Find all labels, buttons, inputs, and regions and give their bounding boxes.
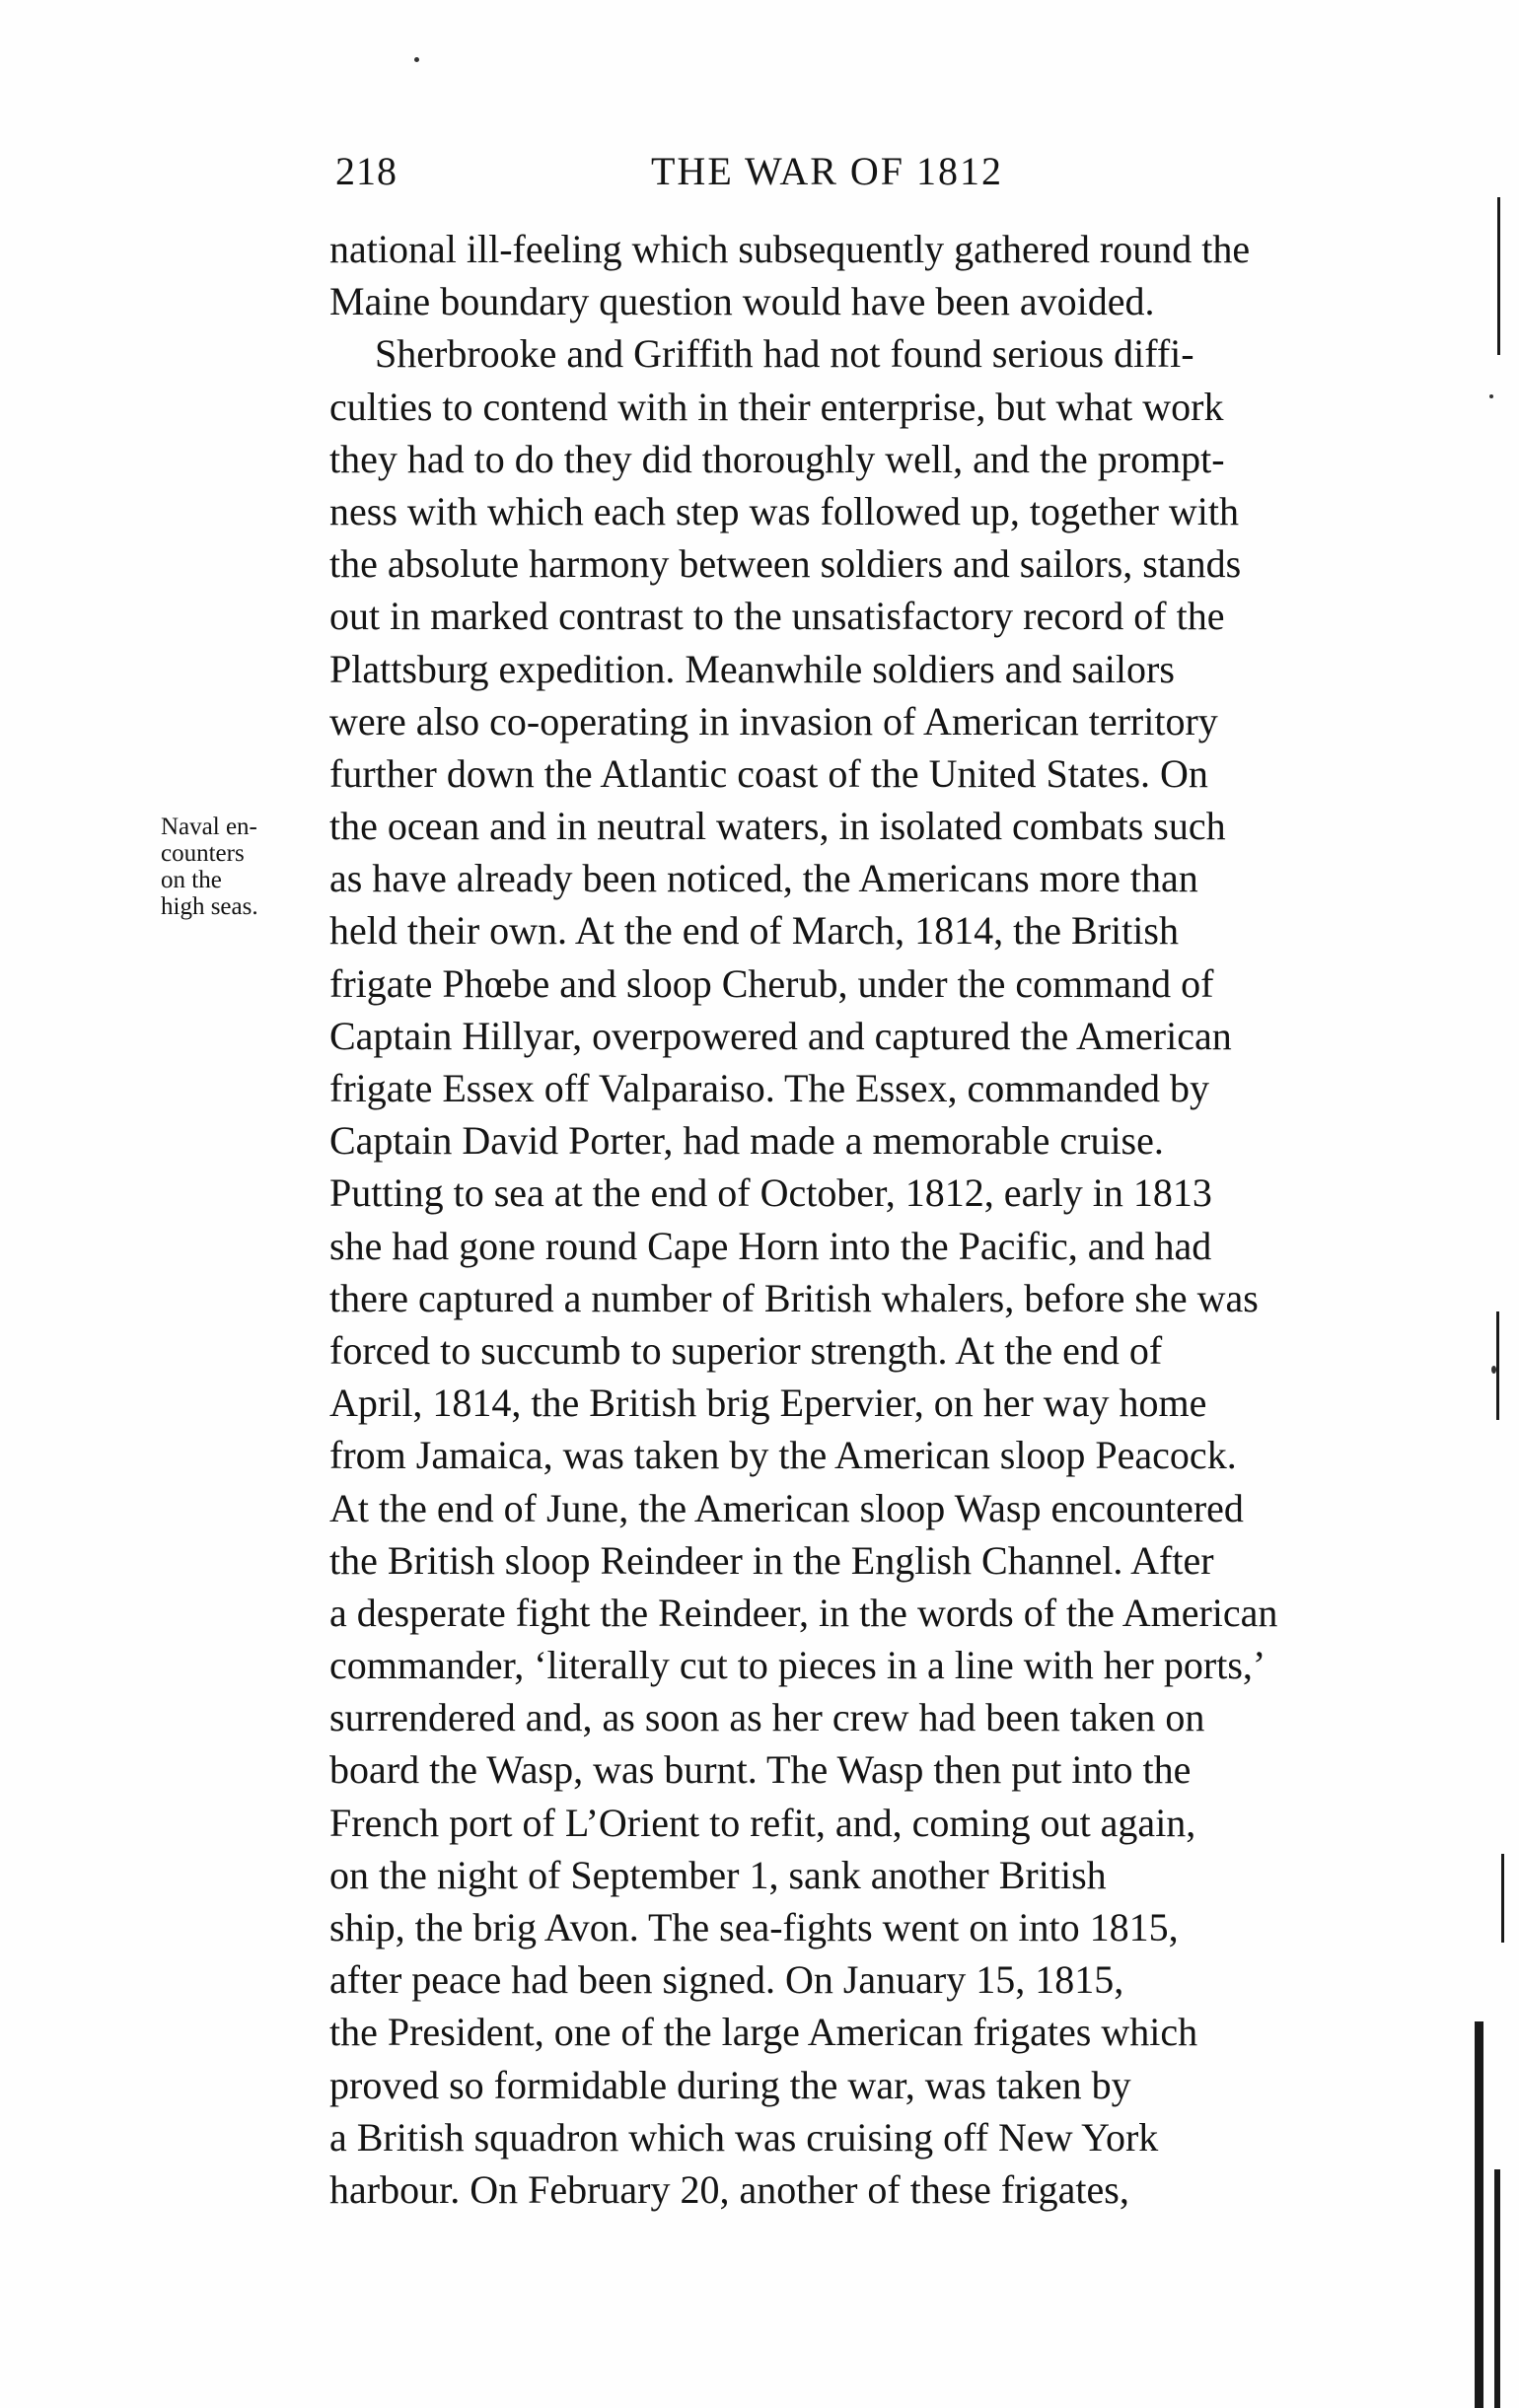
text-line: April, 1814, the British brig Epervier, on her way home (329, 1381, 1207, 1426)
margin-note-line: on the (161, 867, 222, 893)
text-line: culties to contend with in their enterprise, but what work (329, 384, 1224, 429)
text-line: out in marked contrast to the unsatisfactory record of the (329, 594, 1225, 639)
text-line: Captain David Porter, had made a memorable cruise. (329, 1118, 1164, 1164)
scan-edge-mark (1475, 2021, 1483, 2408)
page-header (326, 148, 1430, 207)
text-line: held their own. At the end of March, 1814, the British (329, 908, 1179, 954)
text-line: a British squadron which was cruising off New York (329, 2114, 1159, 2160)
text-line: she had gone round Cape Horn into the Pacific, and had (329, 1223, 1212, 1268)
scan-speck (1489, 394, 1493, 398)
text-line: after peace had been signed. On January 15, 1815, (329, 1957, 1124, 2003)
text-line: the absolute harmony between soldiers and sailors, stands (329, 541, 1242, 587)
text-line: harbour. On February 20, another of these frigates, (329, 2166, 1129, 2212)
text-line: Captain Hillyar, overpowered and captured the American (329, 1013, 1232, 1058)
text-line: board the Wasp, was burnt. The Wasp then put into the (329, 1747, 1192, 1793)
text-line: commander, ‘literally cut to pieces in a line with her ports,’ (329, 1643, 1266, 1688)
text-line: on the night of September 1, sank another British (329, 1852, 1107, 1897)
margin-note-line: high seas. (161, 893, 258, 920)
margin-note-line: counters (161, 840, 245, 867)
text-line: they had to do they did thoroughly well, and the prompt- (329, 436, 1225, 481)
margin-note (161, 814, 328, 920)
text-line: a desperate fight the Reindeer, in the words of the American (329, 1590, 1278, 1635)
text-line: Plattsburg expedition. Meanwhile soldiers and sailors (329, 646, 1175, 691)
text-line: the British sloop Reindeer in the English Channel. After (329, 1537, 1214, 1583)
text-line: ship, the brig Avon. The sea-fights went on into 1815, (329, 1905, 1179, 1949)
text-line: French port of L’Orient to refit, and, coming out again, (329, 1800, 1196, 1845)
text-line: were also co-operating in invasion of American territory (329, 698, 1218, 744)
body-text (329, 223, 1434, 2216)
scan-edge-mark (1497, 197, 1500, 355)
text-line: there captured a number of British whalers, before she was (329, 1275, 1259, 1320)
scan-edge-mark (1494, 2169, 1500, 2408)
text-line: Putting to sea at the end of October, 1812, early in 1813 (329, 1170, 1212, 1216)
text-line: as have already been noticed, the Americans more than (329, 856, 1198, 901)
text-line: forced to succumb to superior strength. At the end of (329, 1327, 1163, 1373)
text-line: the ocean and in neutral waters, in isolated combats such (329, 804, 1226, 849)
text-line: from Jamaica, was taken by the American sloop Peacock. (329, 1433, 1237, 1478)
text-line: Maine boundary question would have been avoided. (329, 279, 1155, 324)
text-line: frigate Essex off Valparaiso. The Essex, commanded by (329, 1066, 1209, 1110)
page-number: 218 (335, 149, 398, 193)
text-line: surrendered and, as soon as her crew had been taken on (329, 1695, 1205, 1740)
text-line: the President, one of the large American frigates which (329, 2010, 1198, 2055)
running-title: THE WAR OF 1812 (651, 149, 1004, 193)
scan-edge-mark (1501, 1854, 1504, 1943)
text-line: frigate Phœbe and sloop Cherub, under the command of (329, 960, 1214, 1006)
margin-note-line: Naval en- (161, 814, 257, 840)
scan-speck (1491, 1366, 1496, 1374)
text-line: At the end of June, the American sloop Wasp encountered (329, 1485, 1244, 1530)
text-line: ness with which each step was followed up, together with (329, 488, 1240, 533)
text-line: further down the Atlantic coast of the United States. On (329, 750, 1208, 796)
text-line: proved so formidable during the war, was taken by (329, 2062, 1131, 2107)
text-line: national ill-feeling which subsequently gathered round the (329, 227, 1251, 271)
scan-edge-mark (1496, 1311, 1499, 1420)
text-line: Sherbrooke and Griffith had not found serious diffi- (375, 331, 1194, 377)
scan-speck (414, 57, 419, 62)
